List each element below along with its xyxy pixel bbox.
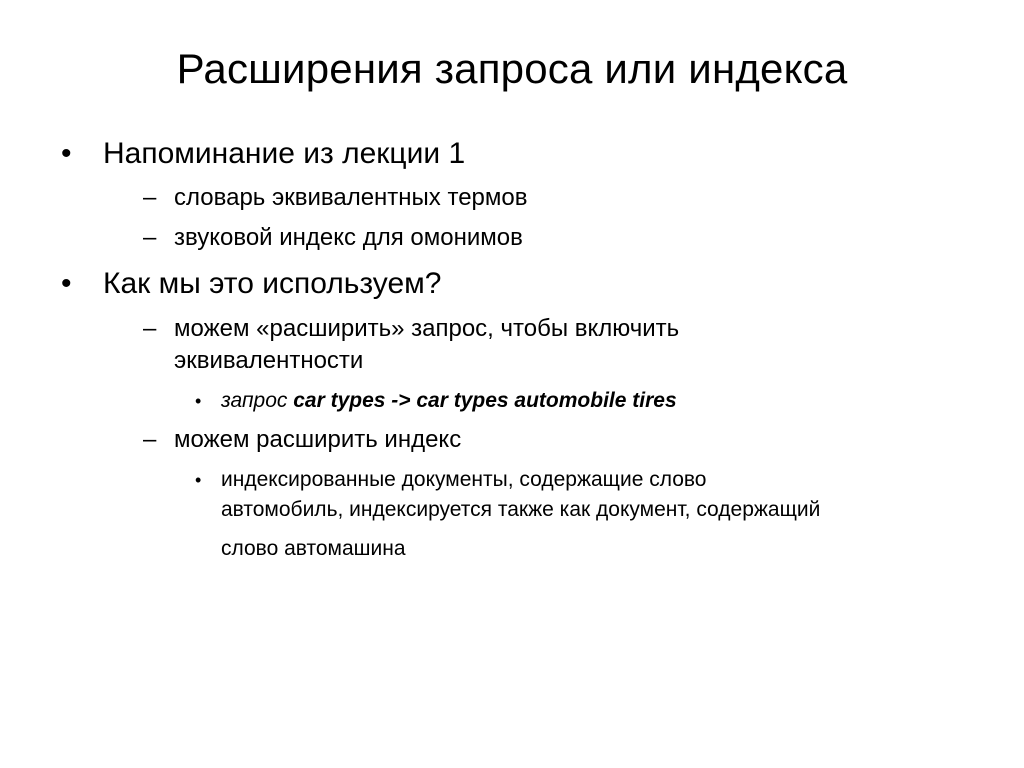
sub-item-text: словарь эквивалентных термов — [174, 184, 528, 211]
dash-icon: – — [143, 184, 157, 211]
query-prefix: запрос — [221, 389, 294, 412]
sub-sub-item-indexed-docs-cont — [221, 495, 820, 525]
bullet-icon: • — [61, 137, 72, 170]
bullet-icon: • — [61, 267, 72, 300]
bullet-text: Как мы это используем? — [103, 267, 442, 300]
sub-sub-item-text: автомобиль, индексируется также как документ, содержащий — [221, 498, 821, 521]
slide-title: Расширения запроса или индекса — [176, 45, 848, 92]
query-example: car types -> car types automobile tires — [293, 389, 677, 412]
bullet-item-reminder — [61, 136, 466, 172]
sub-item-text: звуковой индекс для омонимов — [174, 224, 523, 251]
dash-icon: – — [143, 315, 157, 342]
sub-item-text: можем «расширить» запрос, чтобы включить — [174, 315, 680, 342]
sub-item-text: можем расширить индекс — [174, 426, 462, 453]
bullet-item-usage — [61, 266, 442, 302]
bullet-icon: • — [195, 470, 202, 490]
sub-item-expand-query-cont — [174, 345, 363, 377]
sub-item-expand-index — [143, 424, 462, 456]
bullet-text: Напоминание из лекции 1 — [103, 137, 466, 170]
dash-icon: – — [143, 224, 157, 251]
sub-item-equivalent-terms — [143, 182, 528, 214]
sub-item-text: эквивалентности — [174, 347, 364, 374]
sub-sub-item-indexed-docs-cont2 — [221, 534, 406, 564]
bullet-icon: • — [195, 391, 202, 411]
sub-sub-item-query-example — [195, 386, 677, 416]
sub-sub-item-indexed-docs — [195, 465, 707, 495]
sub-sub-item-text: слово автомашина — [221, 537, 406, 560]
sub-item-sound-index — [143, 222, 523, 254]
sub-item-expand-query — [143, 313, 680, 345]
dash-icon: – — [143, 426, 157, 453]
sub-sub-item-text: индексированные документы, содержащие слово — [221, 468, 707, 491]
